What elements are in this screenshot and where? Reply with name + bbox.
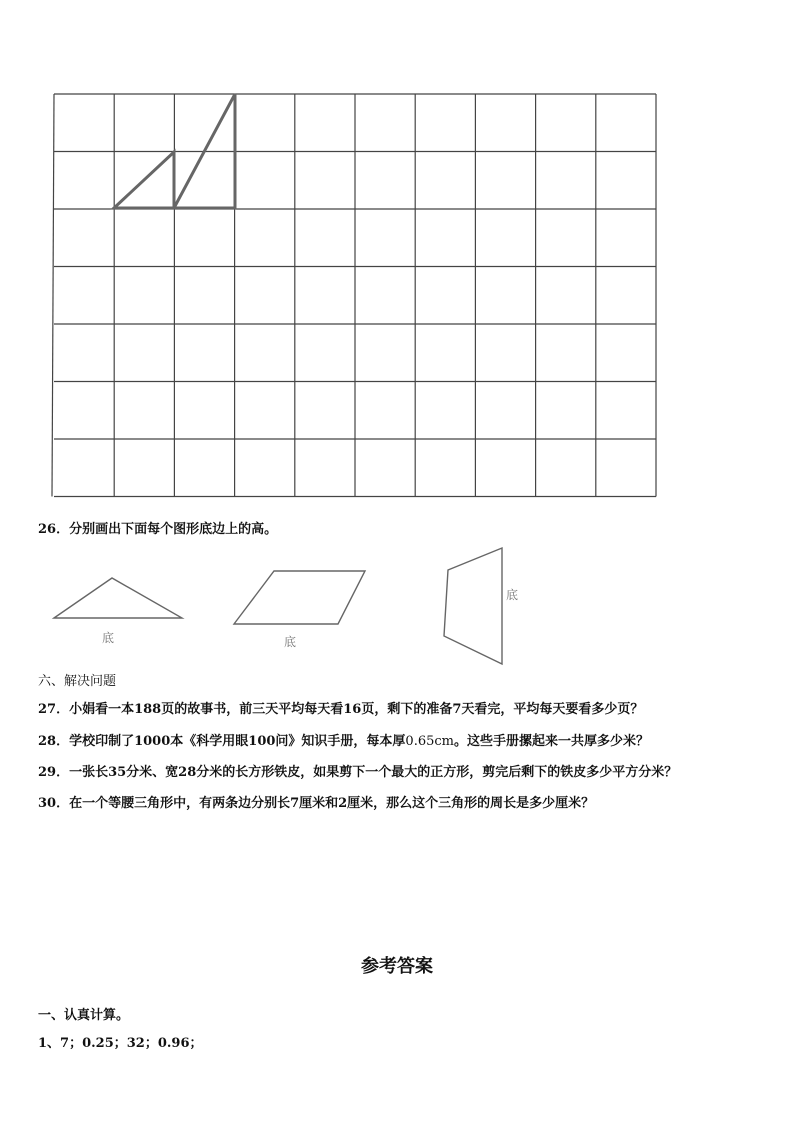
question-30: 30．在一个等腰三角形中，有两条边分别长7厘米和2厘米，那么这个三角形的周长是多少厘米？ — [38, 796, 595, 811]
trapezoid — [444, 548, 502, 664]
triangle-base-label: 底 — [102, 631, 115, 645]
answers-line-1: 1、7；0.25；32；0.96； — [38, 1036, 203, 1051]
grid-lines — [52, 94, 656, 497]
question-29: 29．一张长35分米、宽28分米的长方形铁皮，如果剪下一个最大的正方形，剪完后剩下的铁皮多少平方分米？ — [38, 765, 678, 780]
question-26-shapes — [40, 540, 540, 670]
trapezoid-base-label: 底 — [506, 588, 519, 602]
grid-figure — [46, 90, 658, 500]
answers-section-1: 一、认真计算。 — [38, 1008, 130, 1023]
parallelogram — [234, 571, 365, 624]
question-27: 27．小娟看一本188页的故事书，前三天平均每天看16页，剩下的准备7天看完，平均每天要看多少页？ — [38, 702, 644, 717]
parallelogram-base-label: 底 — [284, 635, 297, 649]
question-28-unit: 0.65cm — [405, 734, 454, 749]
section-6-title: 六、解决问题 — [38, 674, 117, 689]
question-28 — [38, 730, 649, 749]
question-28-after: 。这些手册摞起来一共厚多少米？ — [453, 734, 649, 749]
grid-vertical-line — [52, 94, 54, 497]
question-28-before: 28．学校印制了1000本《科学用眼100问》知识手册，每本厚 — [38, 734, 406, 749]
small-triangle — [114, 152, 174, 208]
answers-title: 参考答案 — [361, 956, 433, 977]
obtuse-triangle — [54, 578, 182, 618]
question-26: 26．分别画出下面每个图形底边上的高。 — [38, 522, 278, 537]
